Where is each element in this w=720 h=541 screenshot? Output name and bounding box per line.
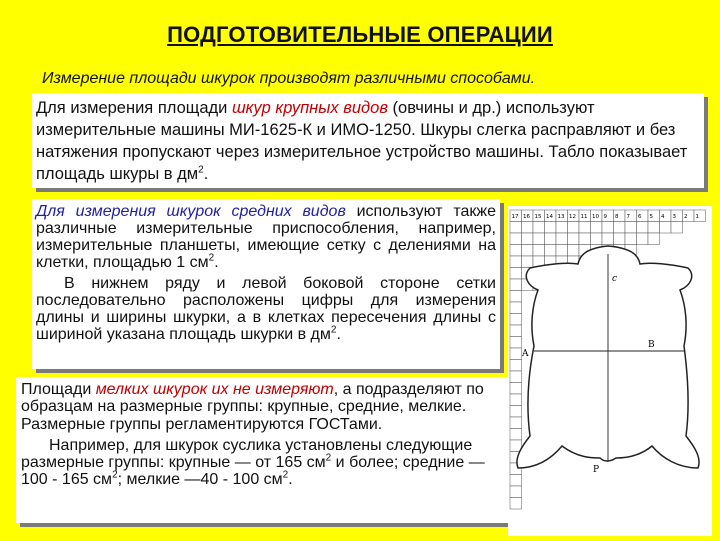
grid-number: 9 [603, 214, 607, 220]
grid-cell [510, 486, 522, 498]
grid-cell [602, 233, 614, 245]
medium-hides-paragraph-2 [36, 275, 496, 343]
grid-cell [510, 291, 522, 303]
grid-cell [510, 348, 522, 360]
grid-cell [545, 222, 557, 234]
grid-number: 13 [557, 214, 565, 220]
label-p: P [593, 465, 600, 475]
text-segment: . [214, 254, 219, 271]
text-segment: Для измерения площади [36, 99, 232, 117]
grid-cell [556, 245, 568, 257]
grid-cell [510, 417, 522, 429]
grid-number: 10 [592, 214, 599, 220]
grid-number: 16 [523, 214, 530, 220]
medium-hides-text-box [32, 199, 500, 369]
text-segment: используют также различные измерительные приспособления, например, измерительные планшеты, имеющие сетку с делениями на клетки, площадью 1 см [36, 203, 496, 271]
text-segment: ; мелкие —40 - 100 см [117, 471, 283, 489]
grid-number: 1 [695, 214, 699, 220]
text-segment: , а подразделяют по образцам на размерные группы: крупные, средние, мелкие. Размерные группы регламентируются ГОСТами. [21, 381, 484, 433]
large-hides-paragraph [36, 97, 700, 185]
text-segment: Площади [21, 381, 96, 398]
grid-cell [510, 256, 522, 268]
text-segment: . [336, 326, 341, 343]
grid-cell [648, 222, 660, 234]
grid-cell [533, 222, 545, 234]
grid-cell [510, 268, 522, 280]
highlight-small-hides: мелких шкурок их не измеряют [95, 381, 334, 398]
grid-number: 11 [580, 214, 588, 220]
grid-cell [522, 256, 534, 268]
grid-cell [637, 233, 649, 245]
grid-cell [510, 406, 522, 418]
grid-number: 15 [534, 214, 542, 220]
grid-cell [522, 233, 534, 245]
slide-subtitle: Измерение площади шкурок производят различными способами. [42, 70, 536, 87]
grid-cell [556, 233, 568, 245]
small-hides-paragraph-1 [21, 381, 507, 433]
grid-number: 17 [511, 214, 519, 220]
grid-cell [614, 222, 626, 234]
text-segment: . [203, 165, 209, 183]
grid-cell [510, 498, 522, 510]
grid-cell [510, 440, 522, 452]
measuring-board-illustration [508, 206, 712, 536]
grid-cell [510, 394, 522, 406]
highlight-medium-hides: Для измерения шкурок средних видов [36, 203, 346, 220]
grid-cell [579, 222, 591, 234]
text-segment: Например, для шкурок суслика установлены следующие размерные группы: крупные — от 165 см [21, 436, 473, 472]
grid-cell [522, 245, 534, 257]
label-b: B [648, 340, 655, 350]
grid-number: 6 [638, 214, 642, 220]
grid-number: 2 [684, 214, 688, 220]
text-segment: . [288, 471, 293, 489]
grid-cell [510, 371, 522, 383]
grid-cell [510, 383, 522, 395]
text-segment: В нижнем ряду и левой боковой стороне сетки последовательно расположены цифры для измерения длины и ширины шкурки, а в клетках пересечения длины с шириной указана площадь шкурки в дм [36, 275, 496, 343]
grid-cell [545, 233, 557, 245]
grid-cell [510, 222, 522, 234]
grid-cell [510, 245, 522, 257]
grid-cell [510, 337, 522, 349]
grid-cell [568, 233, 580, 245]
label-a: A [522, 349, 529, 359]
grid-cell [510, 360, 522, 372]
grid-cell [591, 233, 603, 245]
small-hides-text-box [16, 377, 511, 523]
grid-cell [510, 279, 522, 291]
grid-cell [568, 222, 580, 234]
slide-title: ПОДГОТОВИТЕЛЬНЫЕ ОПЕРАЦИИ [167, 22, 553, 47]
grid-cell [533, 233, 545, 245]
grid-cell [602, 222, 614, 234]
grid-cell [648, 233, 660, 245]
grid-cell [637, 222, 649, 234]
grid-cell [510, 325, 522, 337]
measuring-board-figure [508, 206, 712, 536]
small-hides-paragraph-2 [21, 437, 507, 489]
grid-cell [533, 245, 545, 257]
grid-cell [510, 475, 522, 487]
grid-cell [545, 245, 557, 257]
grid-cell [568, 245, 580, 257]
grid-cell [591, 222, 603, 234]
label-c: c [612, 274, 618, 284]
grid-number: 7 [626, 214, 630, 220]
superscript: 2 [330, 324, 337, 336]
text-segment: и более; средние —100 - 165 см [21, 454, 485, 489]
superscript: 2 [208, 252, 215, 264]
highlight-large-hides: шкур крупных видов [231, 99, 388, 117]
large-hides-text-box [32, 93, 704, 188]
grid-number: 5 [649, 214, 653, 220]
grid-number: 8 [615, 214, 619, 220]
grid-cell [614, 233, 626, 245]
grid-cell [510, 302, 522, 314]
grid-cell [510, 233, 522, 245]
grid-cell [660, 222, 672, 234]
superscript: 2 [198, 164, 204, 176]
grid-cell [671, 222, 683, 234]
grid-number: 14 [546, 214, 553, 220]
grid-cell [556, 222, 568, 234]
text-segment: (овчины и др.) используют измерительные машины МИ-1625-К и ИМО-1250. Шкуры слегка расправляют и без натяжения пропускают через измерительное устройство машины. Табло показывает площадь шкуры в дм [36, 99, 688, 183]
superscript: 2 [112, 470, 118, 482]
grid-cell [625, 233, 637, 245]
grid-number: 4 [661, 214, 665, 220]
grid-cell [579, 233, 591, 245]
medium-hides-paragraph-1 [36, 203, 496, 271]
grid-cell [510, 314, 522, 326]
grid-cell [522, 222, 534, 234]
grid-cell [510, 429, 522, 441]
superscript: 2 [282, 470, 289, 482]
grid-number: 12 [569, 214, 576, 220]
grid-number: 3 [672, 214, 676, 220]
grid-cell [625, 222, 637, 234]
superscript: 2 [325, 452, 332, 464]
